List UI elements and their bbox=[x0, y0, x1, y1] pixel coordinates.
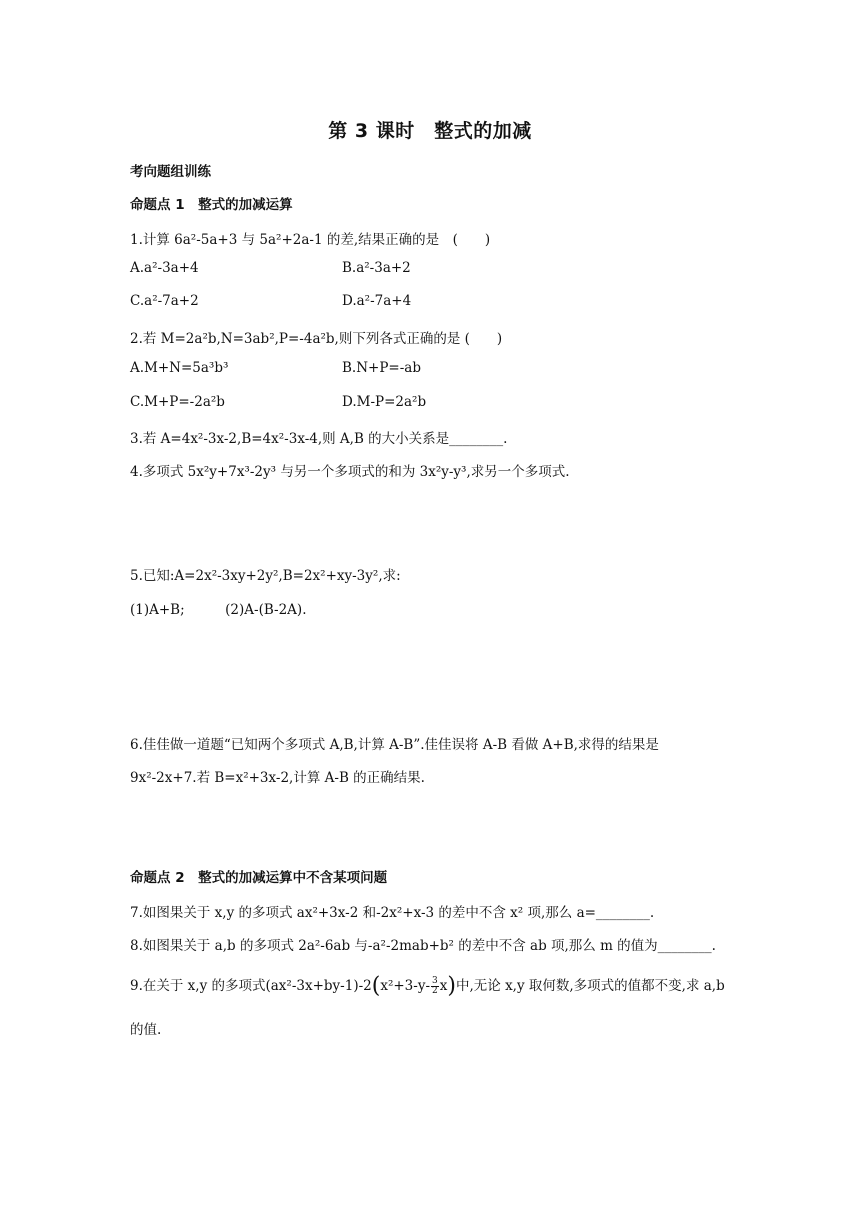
q9-after: 中,无论 x,y 取何数,多项式的值都不变,求 a,b bbox=[455, 978, 725, 994]
section-heading: 考向题组训练 bbox=[130, 164, 211, 180]
q1-option-c: C.a²-7a+2 bbox=[130, 293, 199, 309]
question-4: 4.多项式 5x²y+7x³-2y³ 与另一个多项式的和为 3x²y-y³,求另一个多项式. bbox=[130, 464, 570, 480]
question-5-parts: (1)A+B; (2)A-(B-2A). bbox=[130, 602, 307, 618]
question-7: 7.如图果关于 x,y 的多项式 ax²+3x-2 和-2x²+x-3 的差中不含 x² 项,那么 a=________. bbox=[130, 905, 655, 921]
q2-option-c: C.M+P=-2a²b bbox=[130, 394, 225, 410]
q2-option-a: A.M+N=5a³b³ bbox=[130, 360, 229, 376]
fraction-numerator: 3 bbox=[432, 976, 438, 986]
q9-inner-a: x²+3-y- bbox=[380, 978, 431, 994]
question-9-line-2: 的值. bbox=[130, 1022, 162, 1038]
left-paren: ( bbox=[371, 973, 381, 999]
page-title: 第 3 课时 整式的加减 bbox=[328, 120, 532, 142]
q1-option-d: D.a²-7a+4 bbox=[342, 293, 412, 309]
question-2: 2.若 M=2a²b,N=3ab²,P=-4a²b,则下列各式正确的是 ( ) bbox=[130, 331, 503, 347]
topic-heading-1: 命题点 1 整式的加减运算 bbox=[130, 197, 293, 213]
fraction-denominator: 2 bbox=[432, 986, 438, 996]
question-1: 1.计算 6a²-5a+3 与 5a²+2a-1 的差,结果正确的是 ( ) bbox=[130, 232, 491, 248]
question-6-line-2: 9x²-2x+7.若 B=x²+3x-2,计算 A-B 的正确结果. bbox=[130, 770, 425, 786]
q9-inner-b: x bbox=[439, 978, 448, 994]
question-6-line-1: 6.佳佳做一道题“已知两个多项式 A,B,计算 A-B”.佳佳误将 A-B 看做 A+B,求得的结果是 bbox=[130, 737, 659, 753]
q1-option-b: B.a²-3a+2 bbox=[342, 260, 411, 276]
fraction bbox=[431, 977, 439, 996]
question-9-line-1 bbox=[130, 974, 725, 998]
q2-option-d: D.M-P=2a²b bbox=[342, 394, 427, 410]
right-paren: ) bbox=[447, 973, 456, 999]
q1-option-a: A.a²-3a+4 bbox=[130, 260, 199, 276]
question-3: 3.若 A=4x²-3x-2,B=4x²-3x-4,则 A,B 的大小关系是________. bbox=[130, 431, 508, 447]
q2-option-b: B.N+P=-ab bbox=[342, 360, 421, 376]
question-5: 5.已知:A=2x²-3xy+2y²,B=2x²+xy-3y²,求: bbox=[130, 568, 401, 584]
question-8: 8.如图果关于 a,b 的多项式 2a²-6ab 与-a²-2mab+b² 的差中不含 ab 项,那么 m 的值为________. bbox=[130, 938, 716, 954]
q9-before: 9.在关于 x,y 的多项式(ax²-3x+by-1)-2 bbox=[130, 978, 372, 994]
topic-heading-2: 命题点 2 整式的加减运算中不含某项问题 bbox=[130, 870, 388, 886]
